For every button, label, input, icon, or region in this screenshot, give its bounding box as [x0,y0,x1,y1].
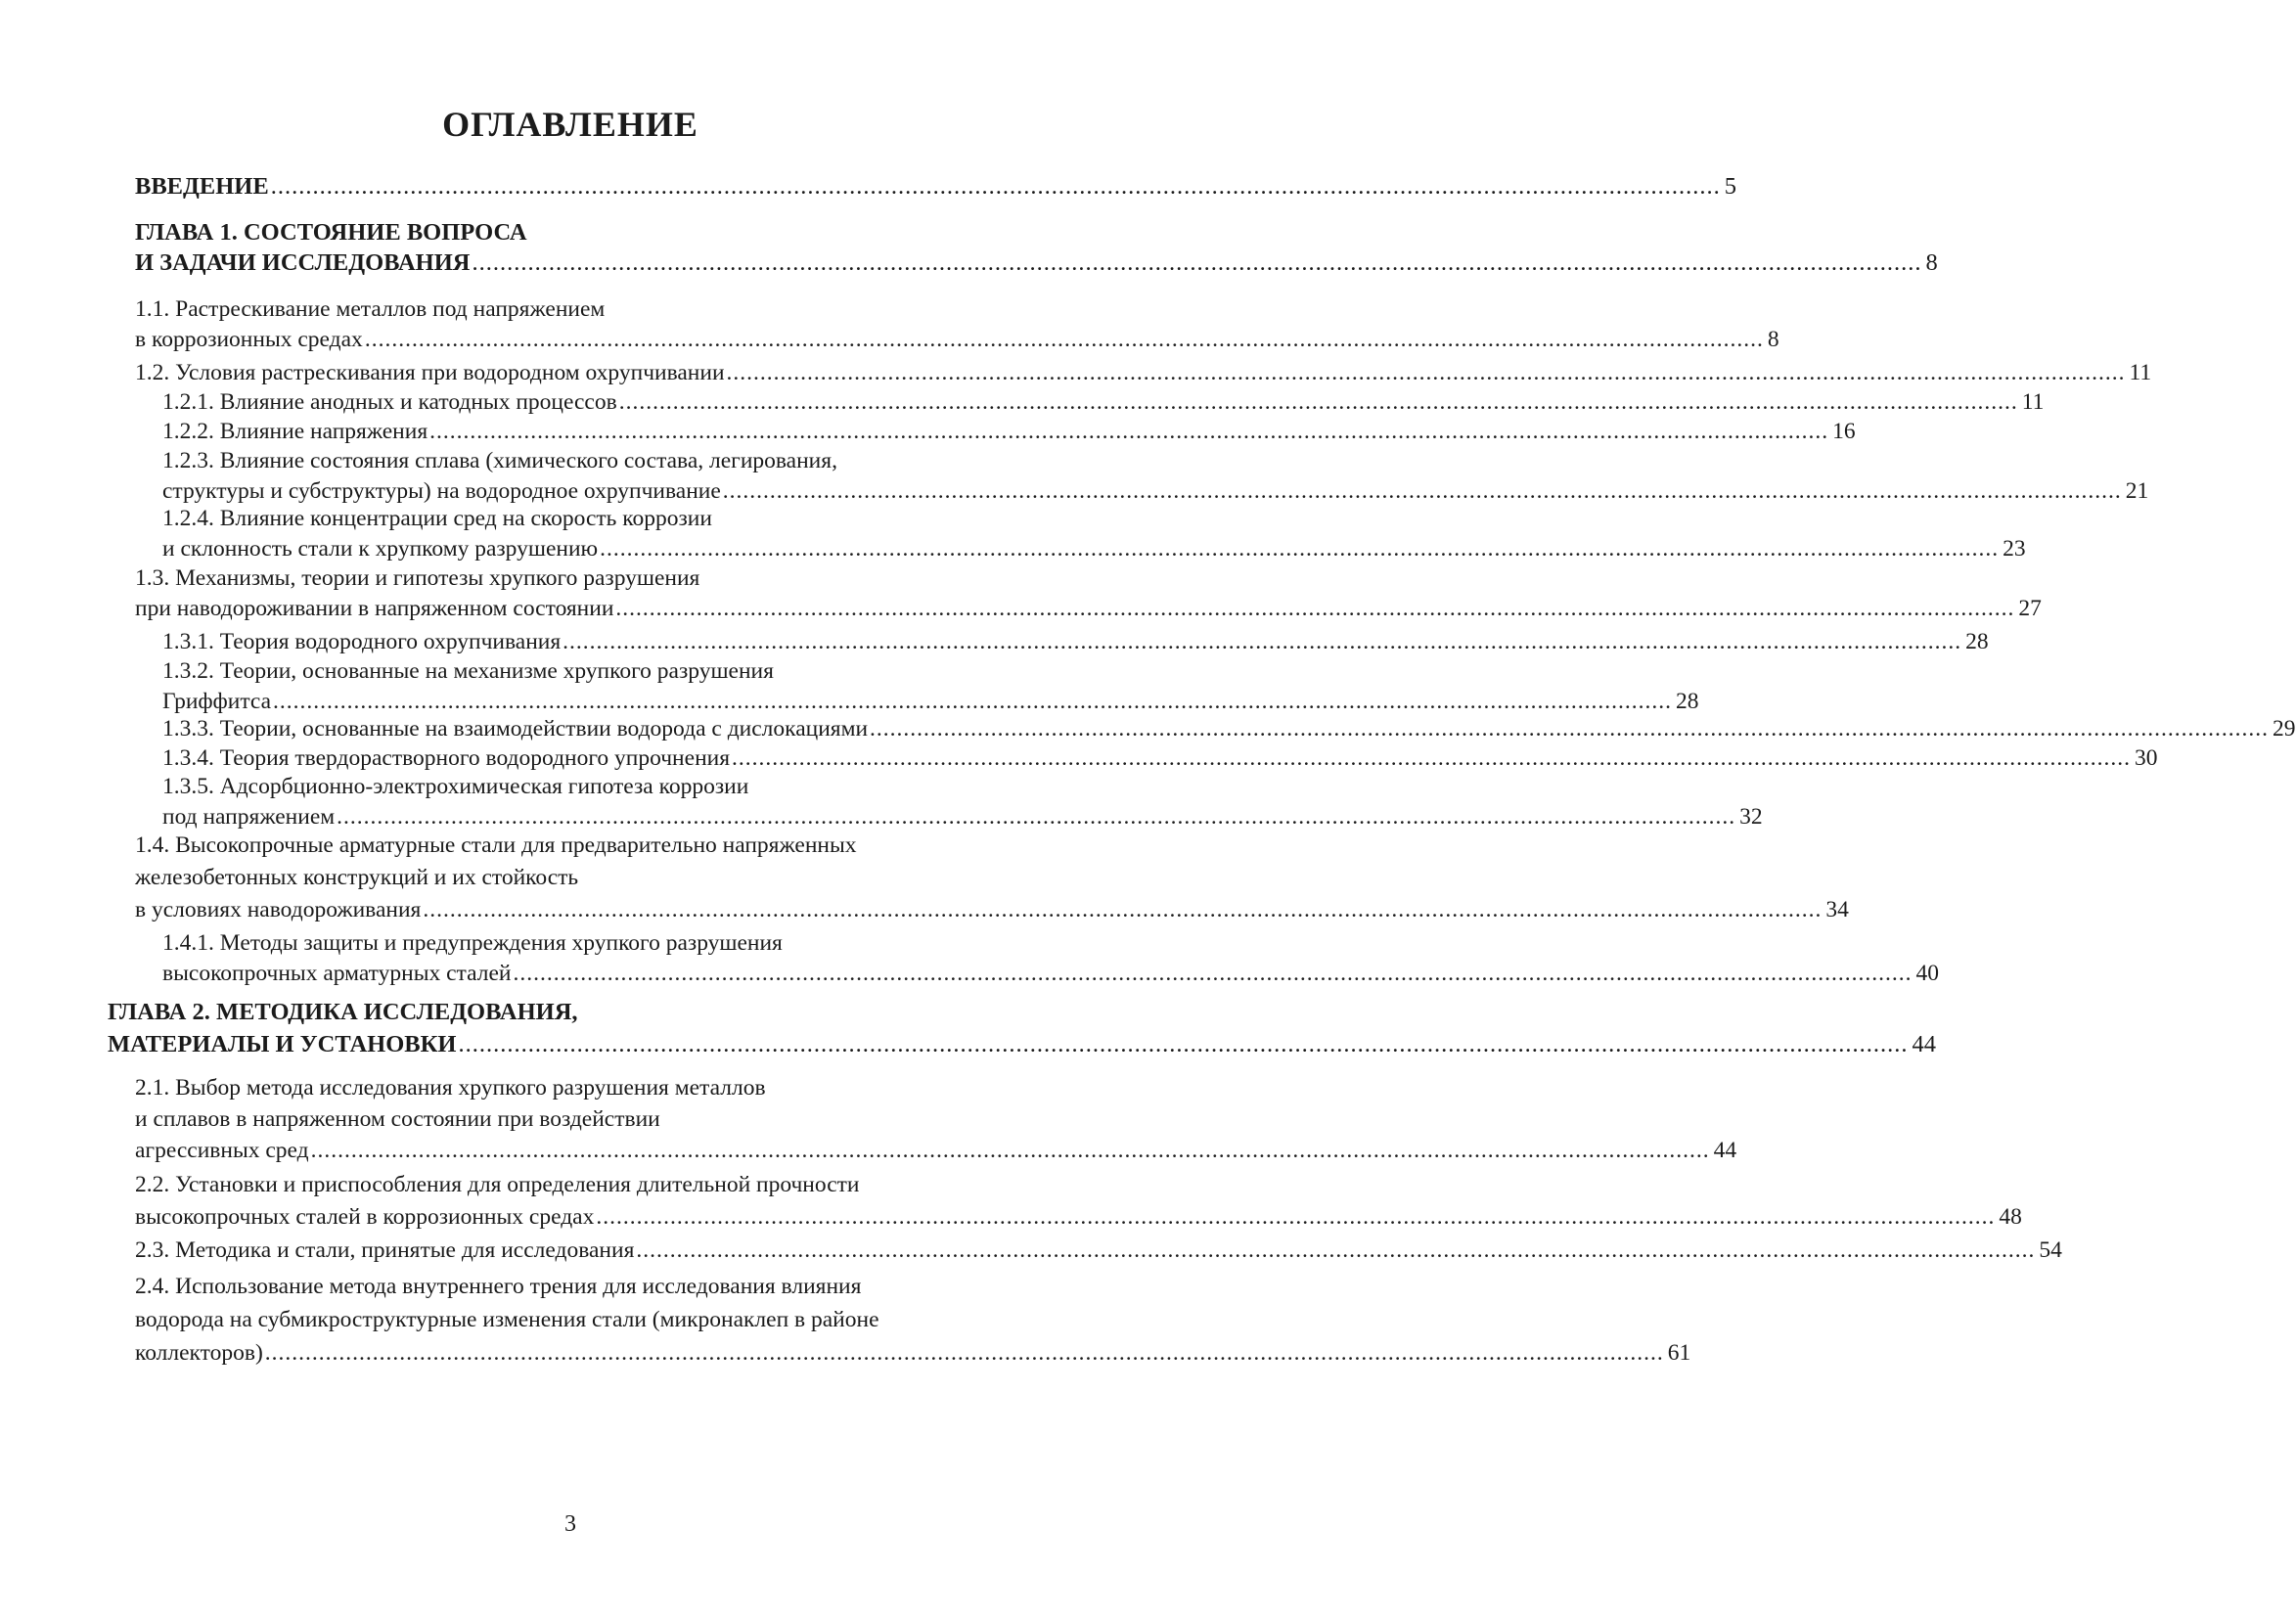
toc-page-number: 44 [1713,1138,1737,1163]
toc-entry-text: 1.3.5. Адсорбционно-электрохимическая гипотеза коррозии [162,774,749,799]
toc-page-number: 27 [2018,596,2042,621]
toc-entry-text: 1.3.2. Теории, основанные на механизме хрупкого разрушения [162,658,774,684]
dot-leader [563,629,1961,654]
toc-entry-text: под напряжением [162,804,336,830]
toc-entry-2-3[interactable] [135,1236,2062,1266]
toc-entry-text: 1.3.3. Теории, основанные на взаимодействии водорода с дислокациями [162,716,869,742]
toc-entry-text: 1.4.1. Методы защиты и предупреждения хрупкого разрушения [162,930,783,956]
toc-entry-text: 2.4. Использование метода внутреннего трения для исследования влияния [135,1274,862,1299]
toc-entry-2-4[interactable] [135,1270,1691,1370]
toc-page-number: 40 [1915,961,1939,986]
toc-entry-1-3-5[interactable] [162,772,1763,832]
dot-leader [732,745,2131,771]
toc-entry-text: и склонность стали к хрупкому разрушению [162,536,599,562]
page-number: 3 [564,1511,576,1537]
dot-leader [723,478,2122,504]
dot-leader [429,419,1828,444]
toc-entry-1-3-1[interactable] [162,627,1989,657]
toc-entry-text: МАТЕРИАЛЫ И УСТАНОВКИ [108,1031,457,1057]
dot-leader [600,536,1999,562]
dot-leader [271,173,1721,200]
dot-leader [727,360,2126,385]
toc-entry-2-2[interactable] [135,1169,2022,1234]
toc-entry-1-3-2[interactable] [162,656,1699,717]
toc-entry-text: 1.2. Условия растрескивания при водородном охрупчивании [135,360,725,385]
toc-entry-text: 1.1. Растрескивание металлов под напряжением [135,296,606,322]
toc-entry-text: 1.2.3. Влияние состояния сплава (химического состава, легирования, [162,448,837,473]
dot-leader [337,804,1735,830]
toc-entry-text: при наводороживании в напряженном состоянии [135,596,614,621]
toc-page-number: 11 [2129,360,2152,385]
toc-entry-text: структуры и субструктуры) на водородное охрупчивание [162,478,721,504]
toc-entry-text: ВВЕДЕНИЕ [135,173,269,200]
toc-entry-1-4[interactable] [135,830,1849,926]
toc-page-number: 28 [1676,689,1699,714]
dot-leader [615,596,2014,621]
toc-entry-1-3-4[interactable] [162,743,2158,774]
toc-page-number: 21 [2125,478,2149,504]
toc-entry-1-2-4[interactable] [162,504,2026,564]
toc-page-number: 61 [1667,1340,1691,1366]
toc-entry-chapter-2[interactable] [108,996,1936,1060]
toc-page-number: 44 [1912,1031,1936,1057]
toc-entry-text: Гриффитса [162,689,272,714]
toc-entry-text: И ЗАДАЧИ ИССЛЕДОВАНИЯ [135,249,471,276]
toc-entry-1-3-3[interactable] [162,714,2296,744]
toc-page-number: 16 [1832,419,1856,444]
dot-leader [265,1340,1664,1366]
toc-page-number: 8 [1925,249,1938,276]
toc-entry-text: 1.2.2. Влияние напряжения [162,419,428,444]
toc-entry-2-1[interactable] [135,1072,1737,1166]
dot-leader [870,716,2269,742]
toc-entry-text: 2.3. Методика и стали, принятые для исследования [135,1237,635,1263]
toc-entry-text: 1.2.4. Влияние концентрации сред на скорость коррозии [162,506,712,531]
toc-entry-text: и сплавов в напряженном состоянии при воздействии [135,1106,660,1132]
toc-entry-1-2-3[interactable] [162,446,2149,507]
toc-entry-1-4-1[interactable] [162,928,1939,989]
toc-entry-text: ГЛАВА 2. МЕТОДИКА ИССЛЕДОВАНИЯ, [108,999,578,1025]
toc-entry-text: 1.3. Механизмы, теории и гипотезы хрупкого разрушения [135,565,700,591]
toc-entry-text: высокопрочных арматурных сталей [162,961,512,986]
toc-page-number: 8 [1767,327,1779,352]
toc-entry-chapter-1[interactable] [135,217,1938,278]
toc-entry-1-2-1[interactable] [162,387,2045,418]
dot-leader [619,389,2018,415]
toc-page-number: 34 [1825,897,1849,922]
toc-entry-text: 2.1. Выбор метода исследования хрупкого разрушения металлов [135,1075,766,1101]
toc-page-number: 48 [1999,1204,2022,1230]
toc-page-number: 23 [2003,536,2026,562]
toc-page-number: 32 [1739,804,1763,830]
dot-leader [513,961,1912,986]
toc-entry-text: ГЛАВА 1. СОСТОЯНИЕ ВОПРОСА [135,219,527,246]
dot-leader [458,1031,1908,1057]
toc-entry-1-1[interactable] [135,294,1779,355]
toc-entry-text: 2.2. Установки и приспособления для определения длительной прочности [135,1172,860,1197]
toc-page-number: 11 [2021,389,2045,415]
dot-leader [423,897,1822,922]
dot-leader [636,1237,2035,1263]
toc-page-number: 28 [1965,629,1989,654]
dot-leader [472,249,1921,276]
toc-page-number: 54 [2039,1237,2062,1263]
toc-entry-text: в коррозионных средах [135,327,363,352]
dot-leader [311,1138,1710,1163]
toc-entry-text: 1.3.1. Теория водородного охрупчивания [162,629,562,654]
toc-entry-text: 1.3.4. Теория твердорастворного водородного упрочнения [162,745,731,771]
toc-entry-text: в условиях наводороживания [135,897,422,922]
toc-entry-text: водорода на субмикроструктурные изменения стали (микронаклеп в районе [135,1307,879,1332]
toc-entry-text: 1.4. Высокопрочные арматурные стали для предварительно напряженных [135,832,857,858]
toc-entry-text: коллекторов) [135,1340,263,1366]
toc-page-number: 30 [2135,745,2158,771]
toc-page-number: 5 [1724,173,1736,200]
dot-leader [596,1204,1995,1230]
toc-entry-1-2[interactable] [135,358,2152,388]
dot-leader [365,327,1764,352]
toc-title: ОГЛАВЛЕНИЕ [442,105,698,144]
toc-entry-text: высокопрочных сталей в коррозионных средах [135,1204,595,1230]
toc-entry-1-2-2[interactable] [162,417,1856,447]
toc-entry-introduction[interactable] [135,171,1736,202]
dot-leader [273,689,1672,714]
toc-page-number: 29 [2273,716,2296,742]
toc-entry-text: 1.2.1. Влияние анодных и катодных процессов [162,389,617,415]
toc-entry-text: железобетонных конструкций и их стойкость [135,865,579,890]
toc-entry-1-3[interactable] [135,563,2042,624]
toc-entry-text: агрессивных сред [135,1138,309,1163]
